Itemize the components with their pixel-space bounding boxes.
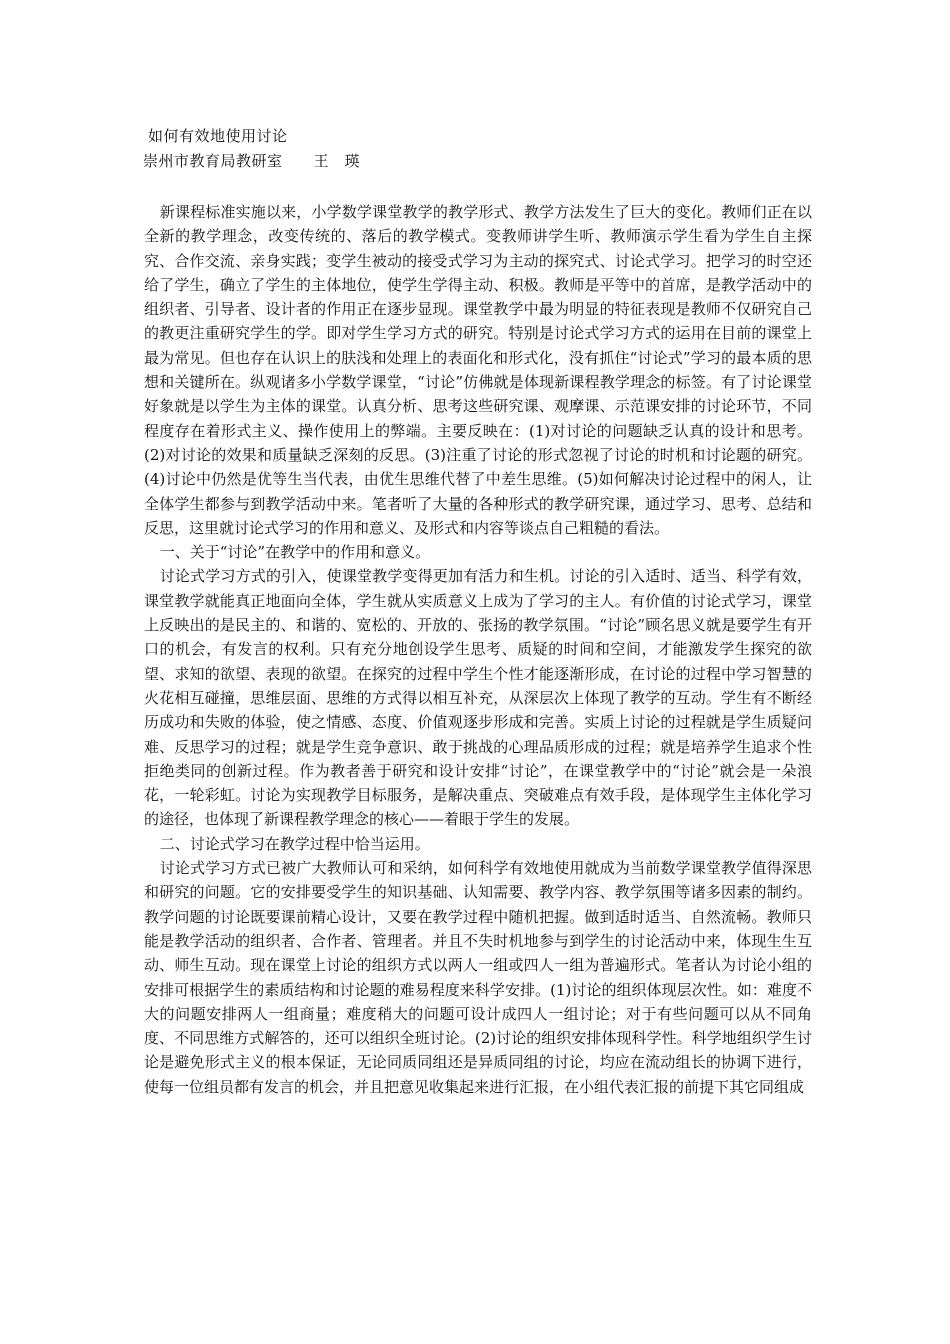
paragraph-intro: 新课程标准实施以来，小学数学课堂教学的教学形式、教学方法发生了巨大的变化。教师们正在以全新的教学理念，改变传统的、落后的教学模式。变教师讲学生听、教师演示学生看为学生自主探究、合作交流、亲身实践；变学生被动的接受式学习为主动的探究式、讨论式学习。把学习的时空还给了学生，确立了学生的主体地位，使学生学得主动、积极。教师是平等中的首席，是教学活动中的组织者、引导者、设计者的作用正在逐步显现。课堂教学中最为明显的特征表现是教师不仅研究自己的教更注重研究学生的学。即对学生学习方式的研究。特别是讨论式学习方式的运用在目前的课堂上最为常见。但也存在认识上的肤浅和处理上的表面化和形式化，没有抓住“讨论式”学习的最本质的思想和关键所在。纵观诸多小学数学课堂，“讨论”仿佛就是体现新课程教学理念的标签。有了讨论课堂好象就是以学生为主体的课堂。认真分析、思考这些研究课、观摩课、示范课安排的讨论环节，不同程度存在着形式主义、操作使用上的弊端。主要反映在：(1)对讨论的问题缺乏认真的设计和思考。(2)对讨论的效果和质量缺乏深刻的反思。(3)注重了讨论的形式忽视了讨论的时机和讨论题的研究。(4)讨论中仍然是优等生当代表，由优生思维代替了中差生思维。(5)如何解决讨论过程中的闲人，让全体学生都参与到教学活动中来。笔者听了大量的各种形式的教学研究课，通过学习、思考、总结和反思，这里就讨论式学习的作用和意义、及形式和内容等谈点自己粗糙的看法。: [144, 203, 812, 537]
paragraph-section-2: 讨论式学习方式已被广大教师认可和采纳，如何科学有效地使用就成为当前数学课堂教学值得深思和研究的问题。它的安排要受学生的知识基础、认知需要、教学内容、教学氛围等诸多因素的制约。教学问题的讨论既要课前精心设计，又要在教学过程中随机把握。做到适时适当、自然流畅。教师只能是教学活动的组织者、合作者、管理者。并且不失时机地参与到学生的讨论活动中来，体现生生互动、师生互动。现在课堂上讨论的组织方式以两人一组或四人一组为普遍形式。笔者认为讨论小组的安排可根据学生的素质结构和讨论题的难易程度来科学安排。(1)讨论的组织体现层次性。如：难度不大的问题安排两人一组商量；难度稍大的问题可设计成四人一组讨论；对于有些问题可以从不同角度、不同思维方式解答的，还可以组织全班讨论。(2)讨论的组织安排体现科学性。科学地组织学生讨论是避免形式主义的根本保证，无论同质同组还是异质同组的讨论，均应在流动组长的协调下进行，使每一位组员都有发言的机会，并且把意见收集起来进行汇报，在小组代表汇报的前提下其它同组成: [144, 859, 812, 1096]
section-heading-2: 二、讨论式学习在教学过程中恰当运用。: [159, 834, 430, 853]
document-body: [144, 200, 812, 1099]
author-line: 崇州市教育局教研室 王 瑛: [143, 152, 361, 170]
section-heading-1: 一、关于“讨论”在教学中的作用和意义。: [159, 543, 431, 562]
document-title: 如何有效地使用讨论: [148, 127, 288, 145]
paragraph-section-1: 讨论式学习方式的引入，使课堂教学变得更加有活力和生机。讨论的引入适时、适当、科学有效，课堂教学就能真正地面向全体，学生就从实质意义上成为了学习的主人。有价值的讨论式学习，课堂上反映出的是民主的、和谐的、宽松的、开放的、张扬的教学氛围。“讨论”顾名思义就是要学生有开口的机会，有发言的权利。只有充分地创设学生思考、质疑的时间和空间，才能激发学生探究的欲望、求知的欲望、表现的欲望。在探究的过程中学生个性才能逐渐形成，在讨论的过程中学习智慧的火花相互碰撞，思维层面、思维的方式得以相互补充，从深层次上体现了教学的互动。学生有不断经历成功和失败的体验，使之情感、态度、价值观逐步形成和完善。实质上讨论的过程就是学生质疑问难、反思学习的过程；就是学生竞争意识、敢于挑战的心理品质形成的过程；就是培养学生追求个性拒绝类同的创新过程。作为教者善于研究和设计安排“讨论”，在课堂教学中的“讨论”就会是一朵浪花，一轮彩虹。讨论为实现教学目标服务，是解决重点、突破难点有效手段，是体现学生主体化学习的途径，也体现了新课程教学理念的核心——着眼于学生的发展。: [144, 567, 812, 829]
